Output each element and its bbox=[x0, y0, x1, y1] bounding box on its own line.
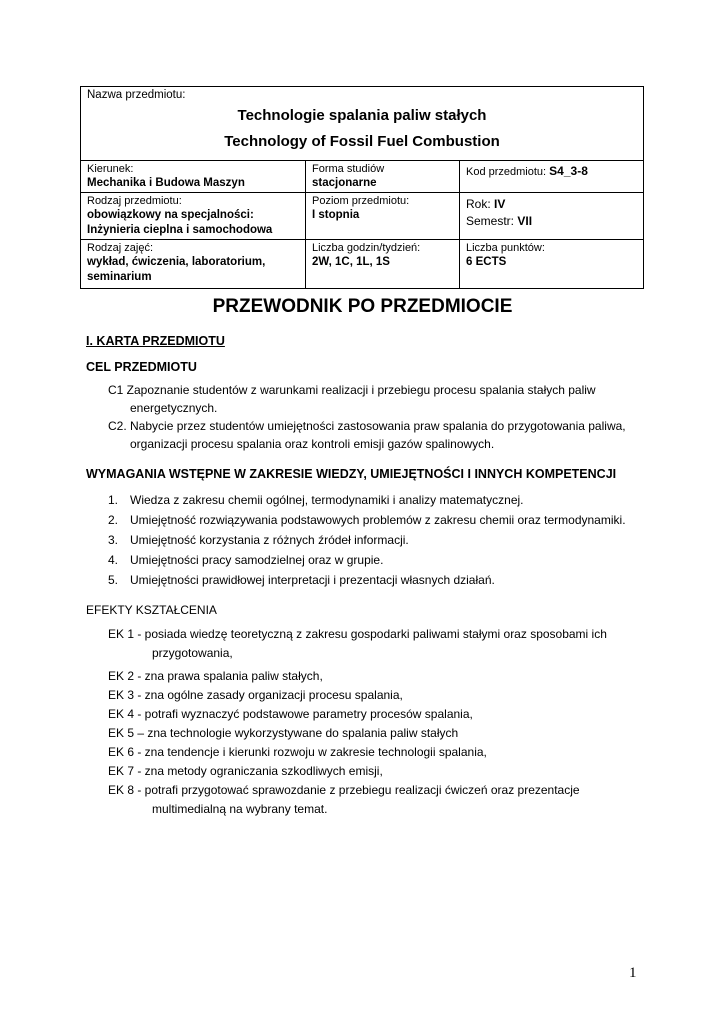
course-title-pl: Technologie spalania paliw stałych bbox=[237, 107, 487, 124]
subject-label: Nazwa przedmiotu: bbox=[87, 89, 186, 101]
list-item: EK 2 - zna prawa spalania paliw stałych, bbox=[108, 669, 323, 683]
cel-item: C1 Zapoznanie studentów z warunkami realizacji i przebiegu procesu spalania stałych paliw energetycznych. bbox=[108, 383, 596, 415]
course-title-cell bbox=[81, 87, 643, 161]
field-forma-studiow: Forma studiów stacjonarne bbox=[306, 161, 460, 192]
field-kod-przedmiotu: Kod przedmiotu: S4_3-8 bbox=[466, 164, 588, 178]
field-rodzaj-przedmiotu: Rodzaj przedmiotu: obowiązkowy na specjalności: Inżynieria cieplna i samochodowa bbox=[81, 193, 306, 239]
list-item: 3. Umiejętność korzystania z różnych źródeł informacji. bbox=[108, 533, 409, 547]
section-karta-przedmiotu: I. KARTA PRZEDMIOTU bbox=[86, 334, 225, 348]
section-cel-przedmiotu: CEL PRZEDMIOTU bbox=[86, 360, 197, 374]
cel-item: C2. Nabycie przez studentów umiejętności zastosowania praw spalania do przygotowania paliwa, organizacji procesu spalania oraz kontroli emisji gazów spalinowych. bbox=[108, 419, 626, 451]
course-header-table bbox=[80, 86, 644, 289]
list-item: EK 3 - zna ogólne zasady organizacji procesu spalania, bbox=[108, 688, 403, 702]
page-number: 1 bbox=[629, 965, 637, 981]
field-liczba-godzin: Liczba godzin/tydzień: 2W, 1C, 1L, 1S bbox=[306, 240, 460, 288]
cel-list bbox=[108, 381, 648, 453]
list-item: EK 5 – zna technologie wykorzystywane do spalania paliw stałych bbox=[108, 726, 459, 740]
list-item: EK 6 - zna tendencje i kierunki rozwoju w zakresie technologii spalania, bbox=[108, 745, 487, 759]
list-item: 4. Umiejętności pracy samodzielnej oraz w grupie. bbox=[108, 553, 384, 567]
section-wymagania: WYMAGANIA WSTĘPNE W ZAKRESIE WIEDZY, UMIEJĘTNOŚCI I INNYCH KOMPETENCJI bbox=[86, 467, 617, 481]
list-item: 1. Wiedza z zakresu chemii ogólnej, termodynamiki i analizy matematycznej. bbox=[108, 493, 524, 507]
list-item: 5. Umiejętności prawidłowej interpretacji i prezentacji własnych działań. bbox=[108, 573, 495, 587]
header-row-2 bbox=[81, 193, 643, 240]
field-rok-semestr: Rok: IV Semestr: VII bbox=[466, 197, 533, 228]
main-title: PRZEWODNIK PO PRZEDMIOCIE bbox=[212, 296, 513, 317]
section-efekty-ksztalcenia: EFEKTY KSZTAŁCENIA bbox=[86, 603, 217, 617]
field-kierunek: Kierunek: Mechanika i Budowa Maszyn bbox=[81, 161, 306, 192]
course-title-en: Technology of Fossil Fuel Combustion bbox=[224, 133, 500, 150]
list-item: EK 4 - potrafi wyznaczyć podstawowe parametry procesów spalania, bbox=[108, 707, 473, 721]
header-row-3 bbox=[81, 240, 643, 288]
list-item: EK 8 - potrafi przygotować sprawozdanie z przebiegu realizacji ćwiczeń oraz prezentacje multimedialną na wybrany temat. bbox=[108, 783, 580, 816]
list-item: EK 7 - zna metody ograniczania szkodliwych emisji, bbox=[108, 764, 383, 778]
list-item: EK 1 - posiada wiedzę teoretyczną z zakresu gospodarki paliwami stałymi oraz sposobami ich przygotowania, bbox=[108, 627, 607, 660]
field-poziom-przedmiotu: Poziom przedmiotu: I stopnia bbox=[306, 193, 460, 239]
header-row-1 bbox=[81, 161, 643, 193]
wymagania-list bbox=[108, 490, 648, 590]
efekty-list bbox=[108, 625, 648, 819]
list-item: 2. Umiejętność rozwiązywania podstawowych problemów z zakresu chemii oraz termodynamiki. bbox=[108, 513, 626, 527]
field-liczba-punktow: Liczba punktów: 6 ECTS bbox=[466, 242, 545, 268]
field-rodzaj-zajec: Rodzaj zajęć: wykład, ćwiczenia, laboratorium, seminarium bbox=[81, 240, 306, 288]
